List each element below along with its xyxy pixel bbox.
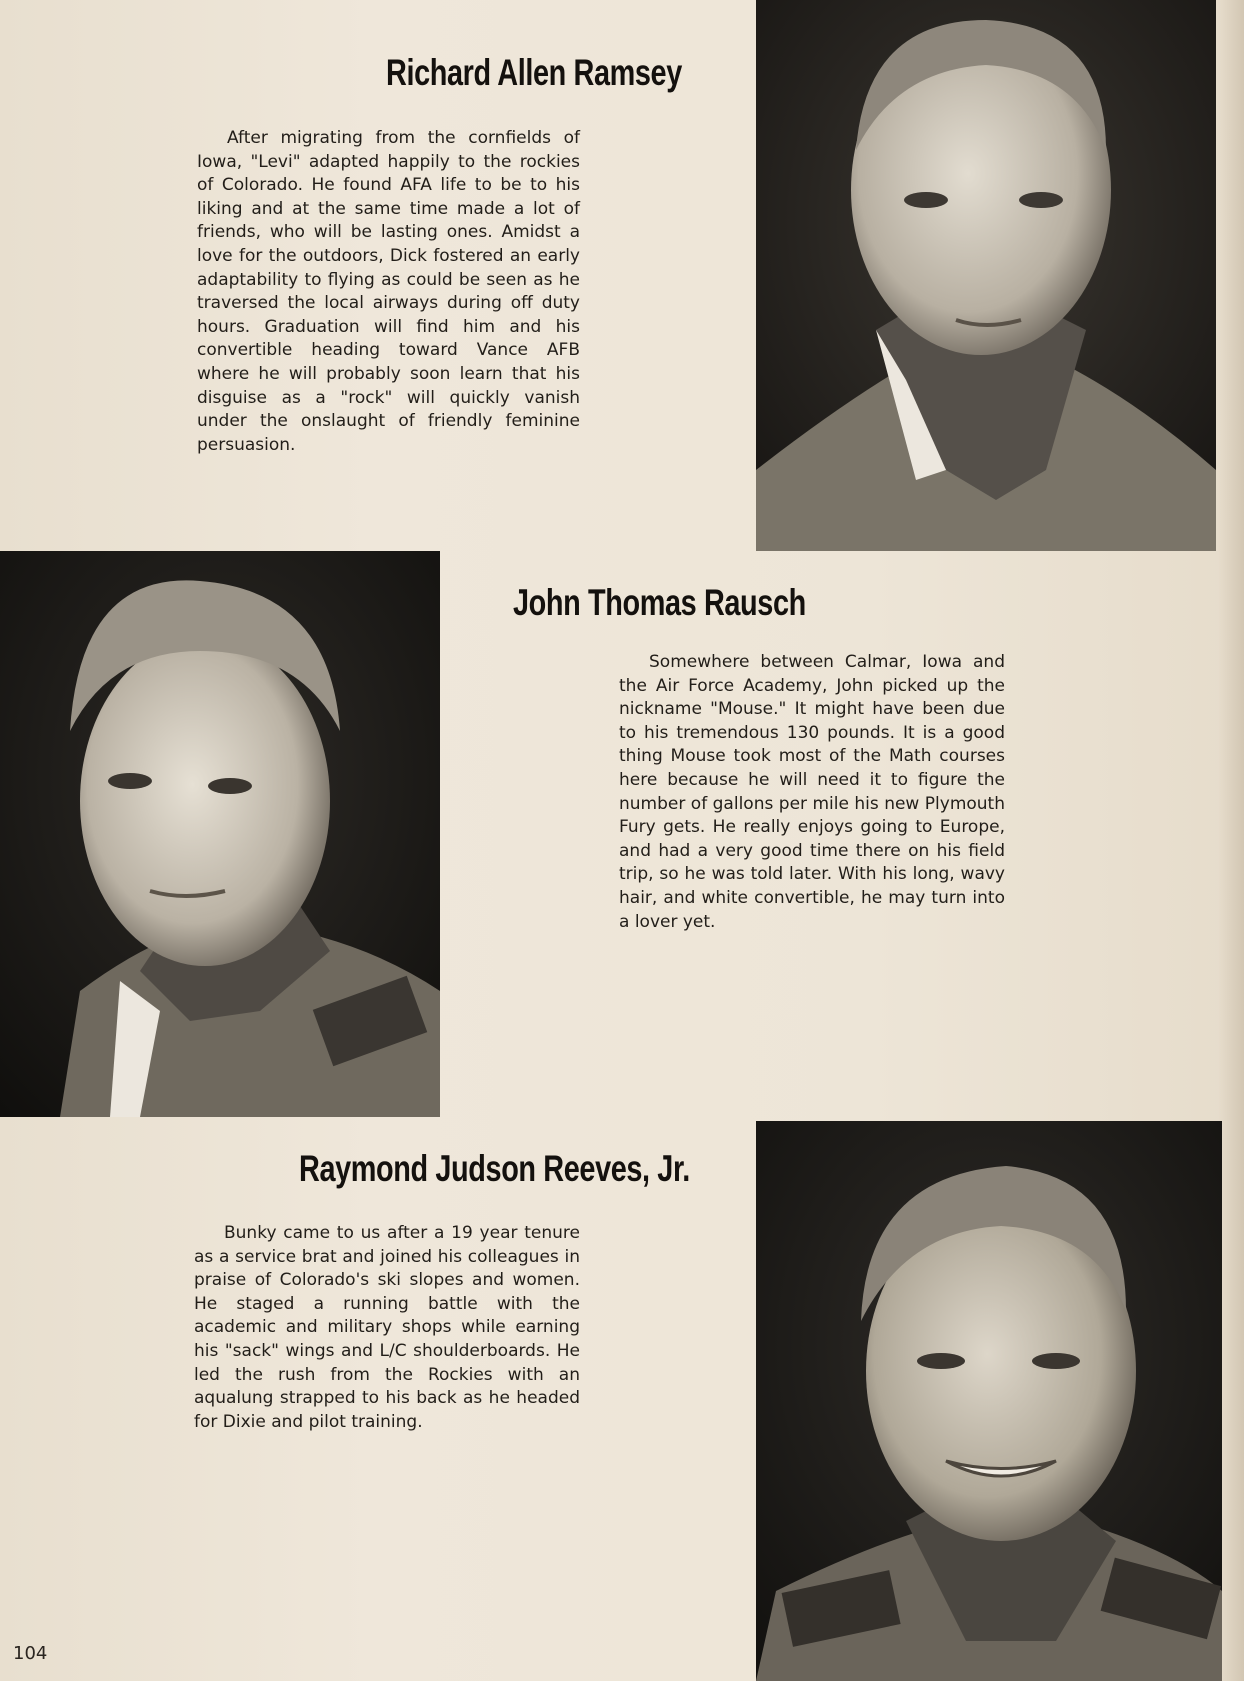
portrait-photo-reeves [756, 1121, 1222, 1681]
entry-name-rausch: John Thomas Rausch [513, 582, 806, 623]
portrait-photo-rausch [0, 551, 440, 1117]
entry-name-reeves: Raymond Judson Reeves, Jr. [299, 1148, 690, 1189]
entry-bio-rausch [619, 651, 1005, 934]
page-number: 104 [13, 1643, 48, 1664]
bio-text: After migrating from the cornfields of Iowa, "Levi" adapted happily to the rockies of Colorado. He found AFA life to be to his liking and at the same time made a lot of friends, who will be lasting ones. Amidst a love for the outdoors, Dick fostered an early adaptability to flying as could be seen as he traversed the local airways during off duty hours. Graduation will find him and his convertible heading toward Vance AFB where he will probably soon learn that his disguise as a "rock" will quickly vanish under the onslaught of friendly feminine persuasion. [197, 128, 580, 455]
entry-bio-reeves [194, 1222, 580, 1434]
portrait-image [756, 0, 1216, 551]
bio-text: Bunky came to us after a 19 year tenure as a service brat and joined his colleagues in praise of Colorado's ski slopes and women. He staged a running battle with the academic and military shops while earning his "sack" wings and L/C shoulderboards. He led the rush from the Rockies with an aqualung strapped to his back as he headed for Dixie and pilot training. [194, 1223, 580, 1432]
portrait-image [0, 551, 440, 1117]
entry-name-ramsey: Richard Allen Ramsey [386, 52, 682, 93]
entry-bio-ramsey [197, 127, 580, 457]
bio-text: Somewhere between Calmar, Iowa and the Air Force Academy, John picked up the nickname "Mouse." It might have been due to his tremendous 130 pounds. It is a good thing Mouse took most of the Math courses here because he will need it to figure the number of gallons per mile his new Plymouth Fury gets. He really enjoys going to Europe, and had a very good time there on his field trip, so he was told later. With his long, wavy hair, and white convertible, he may turn into a lover yet. [619, 652, 1005, 932]
portrait-photo-ramsey [756, 0, 1216, 551]
portrait-image [756, 1121, 1222, 1681]
